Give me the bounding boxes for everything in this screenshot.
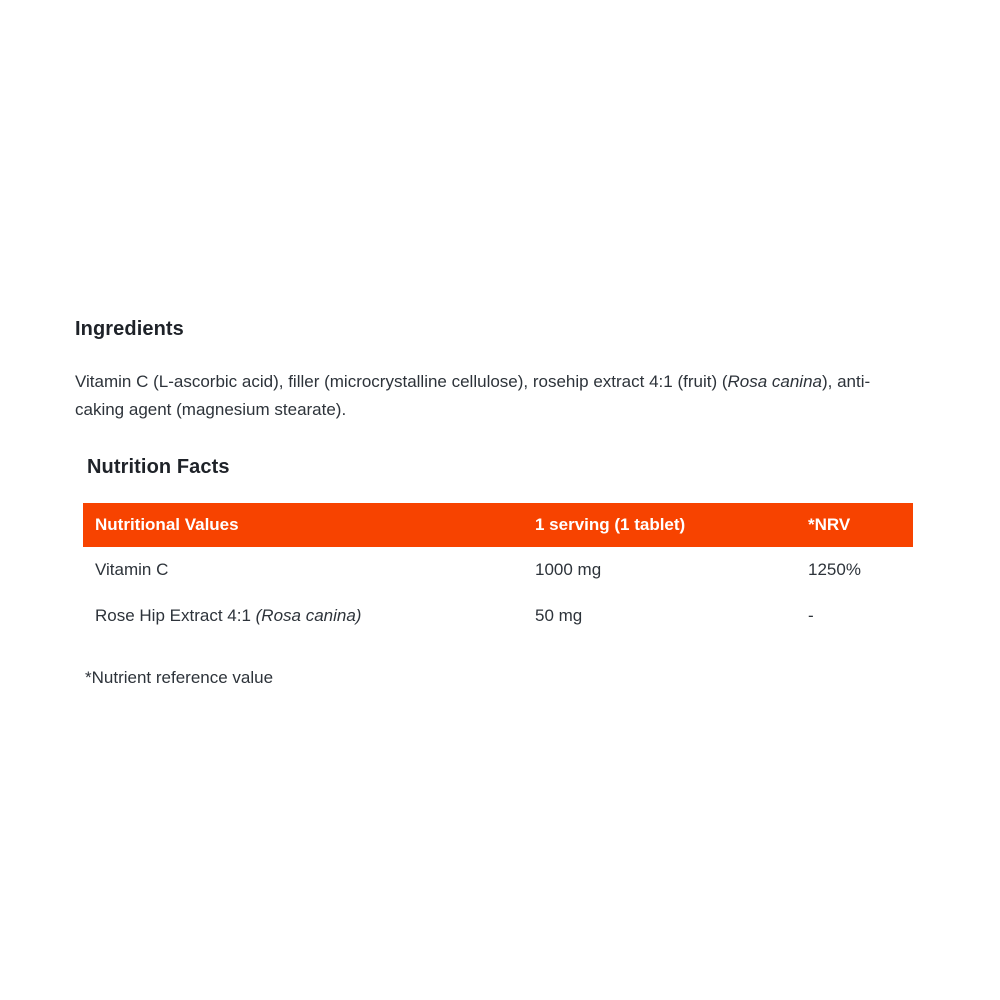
header-cell-nrv: *NRV (808, 515, 851, 534)
nrv-footnote: *Nutrient reference value (85, 668, 274, 687)
row-nutrient-name (95, 560, 535, 580)
ingredients-heading: Ingredients (75, 318, 184, 340)
ingredients-text-part2: ), anti-caking agent (magnesium stearate). (75, 372, 871, 419)
ingredients-paragraph (75, 368, 915, 424)
table-header-row (83, 503, 913, 547)
nutrition-table (83, 503, 913, 639)
ingredients-text-italic: Rosa canina (727, 372, 822, 391)
row-nutrient-name-text: Vitamin C (95, 560, 169, 579)
ingredients-text-part1: Vitamin C (L-ascorbic acid), filler (microcrystalline cellulose), rosehip extract 4:1 (fruit) ( (75, 372, 728, 391)
table-row (83, 593, 913, 639)
header-cell-nutritional-values: Nutritional Values (95, 515, 239, 534)
row-serving-value: 50 mg (535, 606, 583, 625)
row-nutrient-name-italic: (Rosa canina) (255, 606, 362, 625)
table-row (83, 547, 913, 593)
row-serving-value: 1000 mg (535, 560, 602, 579)
row-nrv-value: 1250% (808, 560, 861, 579)
header-cell-serving: 1 serving (1 tablet) (535, 515, 686, 534)
row-nutrient-name (95, 606, 535, 626)
row-nutrient-name-text: Rose Hip Extract 4:1 (95, 606, 256, 625)
row-nrv-value: - (808, 606, 814, 625)
nutrition-facts-heading: Nutrition Facts (87, 456, 230, 478)
